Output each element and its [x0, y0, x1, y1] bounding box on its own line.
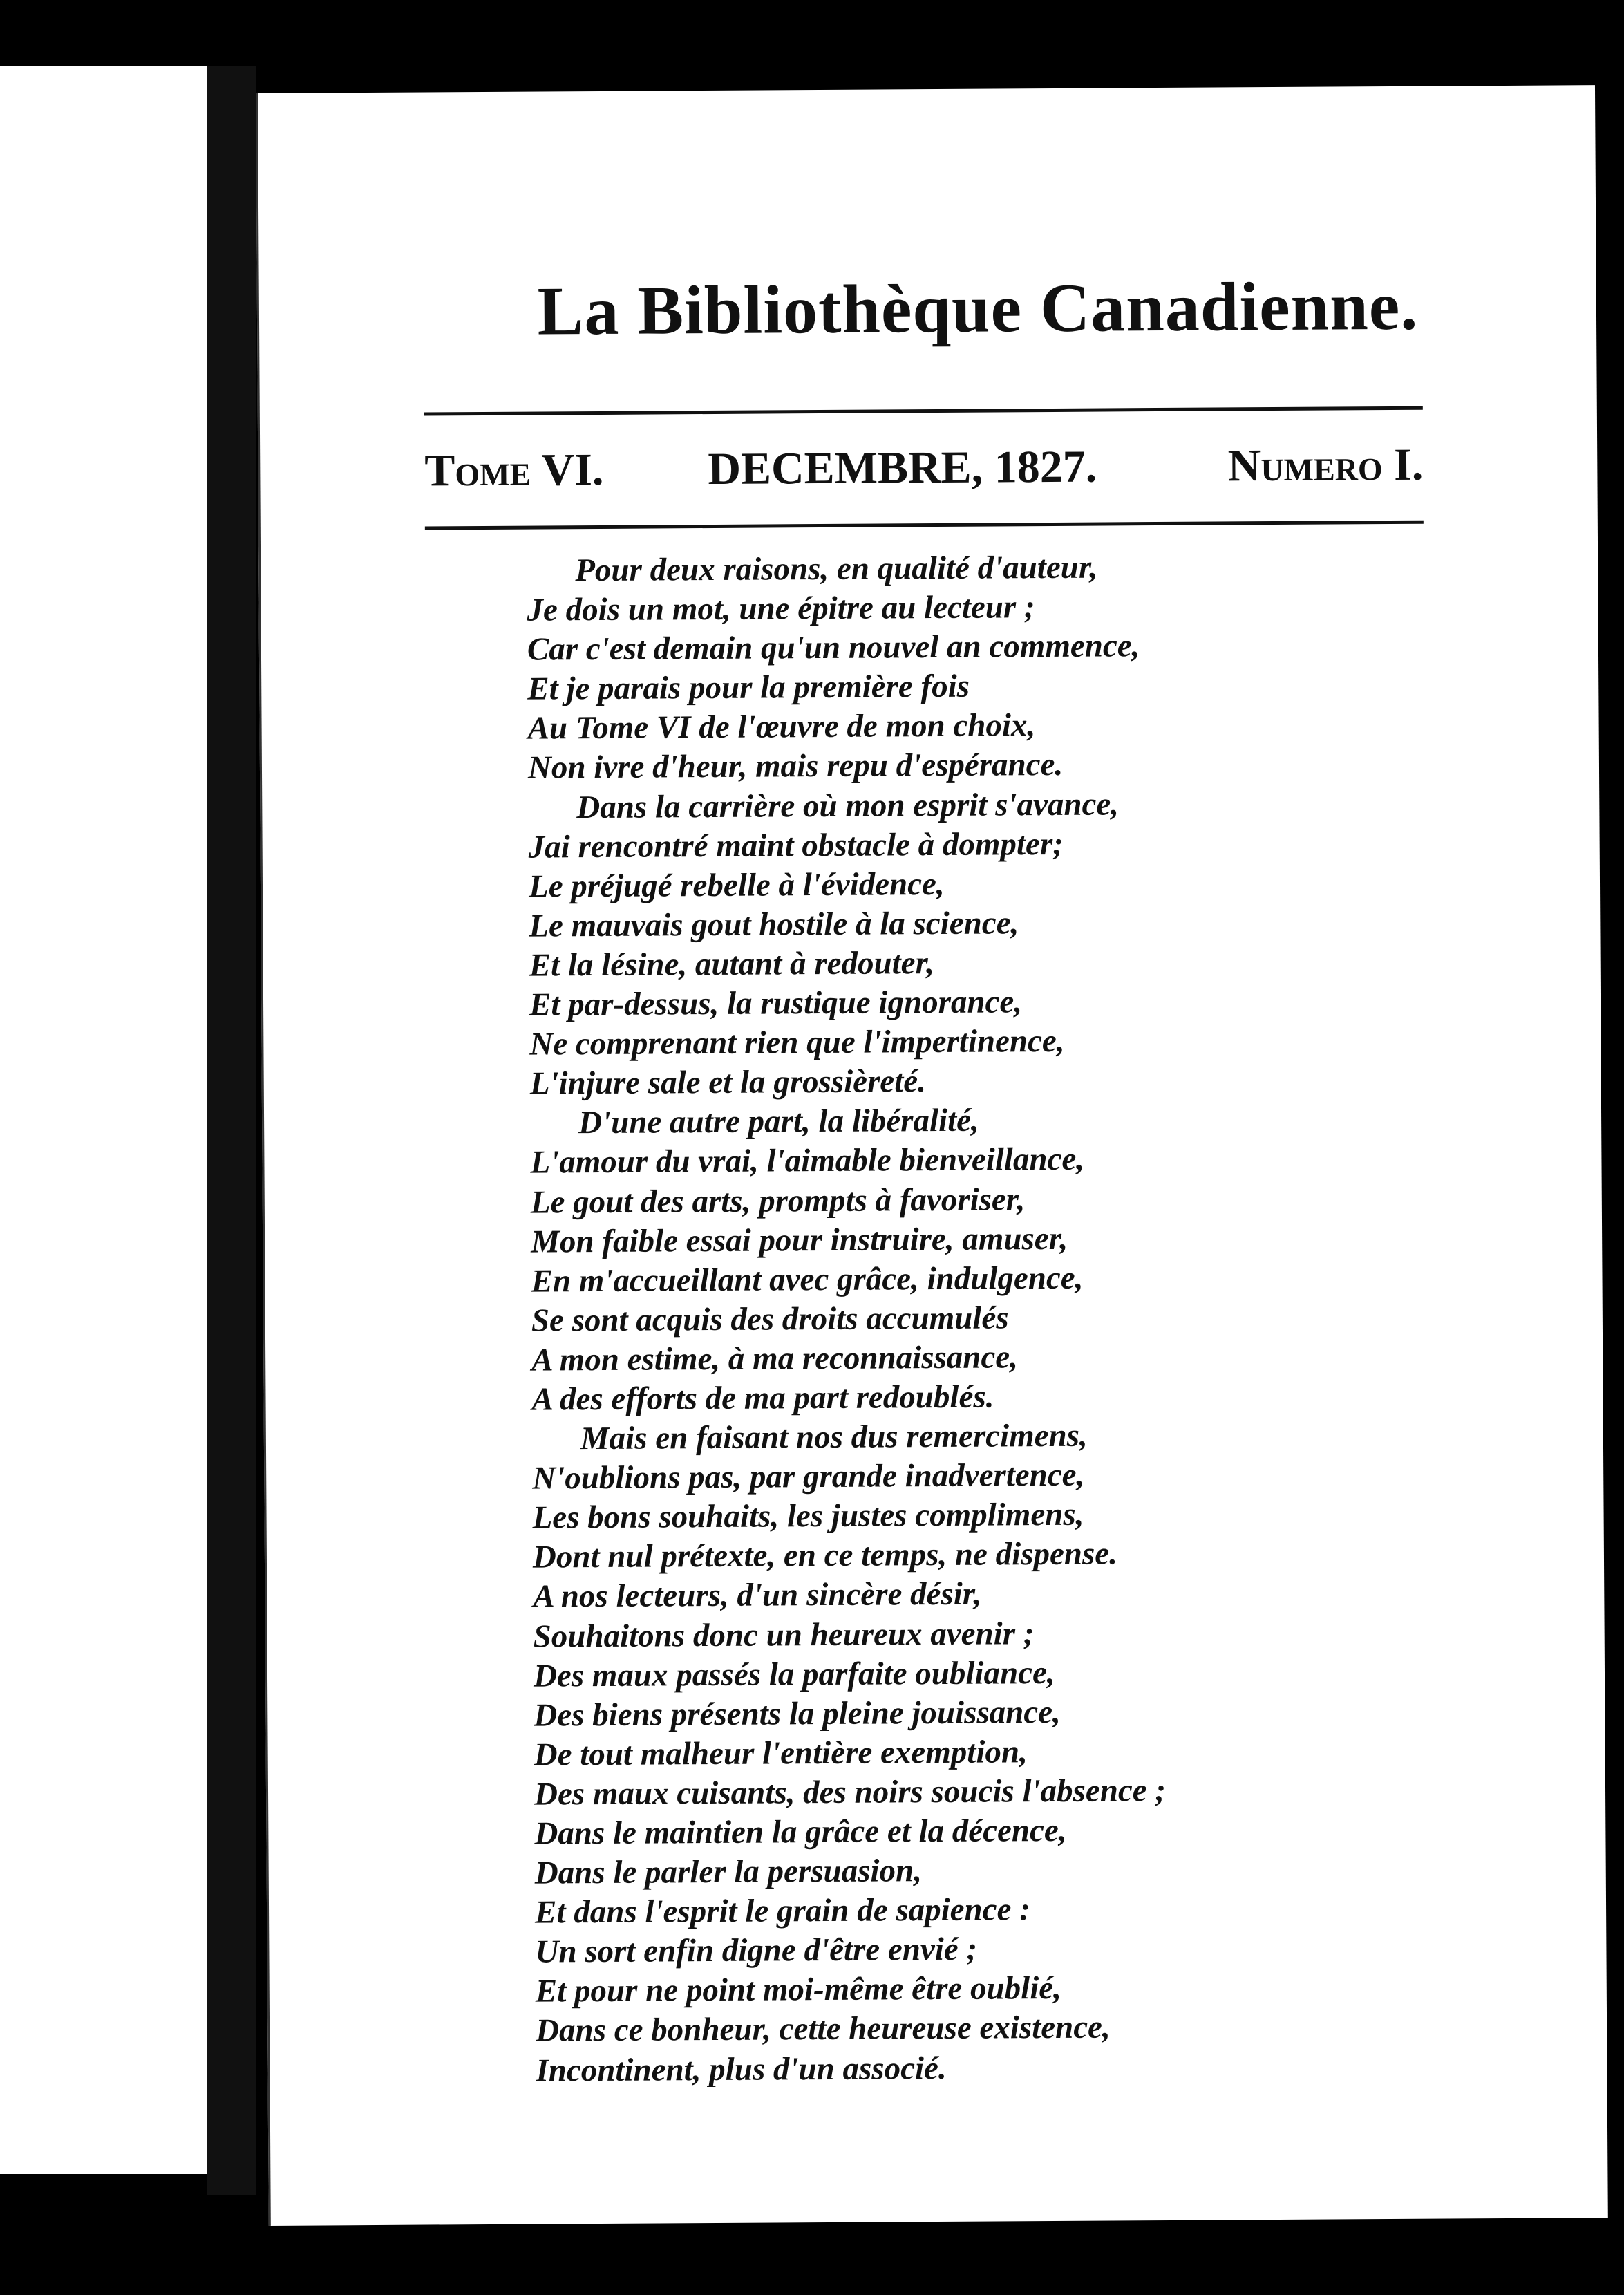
poem-line: Le mauvais gout hostile à la science,	[529, 905, 1019, 944]
issue-date: DECEMBRE, 1827.	[708, 441, 1097, 495]
book-gutter	[207, 66, 256, 2195]
poem-line: Et pour ne point moi-même être oublié,	[535, 1970, 1062, 2010]
poem-line: En m'accueillant avec grâce, indulgence,	[531, 1259, 1084, 1300]
poem-line: De tout malheur l'entière exemption,	[534, 1734, 1028, 1773]
poem-line: Dans le maintien la grâce et la décence,	[534, 1812, 1067, 1852]
poem-line: L'amour du vrai, l'aimable bienveillance,	[530, 1141, 1085, 1181]
poem-line: A des efforts de ma part redoublés.	[531, 1378, 994, 1418]
poem-line: N'oublions pas, par grande inadvertence,	[532, 1456, 1085, 1497]
poem-line: D'une autre part, la libéralité,	[578, 1102, 979, 1141]
poem-line: Ne comprenant rien que l'impertinence,	[529, 1023, 1065, 1062]
poem-line: Un sort enfin digne d'être envié ;	[535, 1931, 978, 1970]
poem-line: Non ivre d'heur, mais repu d'espérance.	[527, 747, 1064, 787]
poem-line: Mais en faisant nos dus remercimens,	[580, 1417, 1088, 1457]
poem-line: Se sont acquis des droits accumulés	[531, 1300, 1009, 1339]
poem-line: L'injure sale et la grossièreté.	[529, 1063, 927, 1102]
poem-line: A nos lecteurs, d'un sincère désir,	[533, 1576, 982, 1615]
numero-label: Numero I.	[1227, 439, 1424, 491]
poem-line: Mon faible essai pour instruire, amuser,	[530, 1220, 1068, 1260]
poem-line: A mon estime, à ma reconnaissance,	[531, 1339, 1019, 1378]
poem-line: Dont nul prétexte, en ce temps, ne dispense.	[532, 1535, 1118, 1575]
poem-line: Jai rencontré maint obstacle à dompter;	[528, 825, 1064, 865]
header-rule-bottom	[425, 521, 1424, 530]
poem-line: Incontinent, plus d'un associé.	[536, 2050, 947, 2089]
poem-line: Et par-dessus, la rustique ignorance,	[529, 984, 1023, 1023]
poem-line: Car c'est demain qu'un nouvel an commence,	[527, 628, 1140, 668]
poem-line: Dans la carrière où mon esprit s'avance,	[576, 785, 1120, 825]
poem-line: Je dois un mot, une épitre au lecteur ;	[527, 589, 1035, 628]
tome-label: Tome VI.	[424, 444, 604, 496]
poem-line: Le préjugé rebelle à l'évidence,	[528, 865, 945, 905]
header-rule-top	[424, 406, 1423, 416]
poem-line: Et je parais pour la première fois	[527, 668, 970, 707]
poem-line: Au Tome VI de l'œuvre de mon choix,	[527, 707, 1036, 747]
poem-line: Le gout des arts, prompts à favoriser,	[530, 1181, 1026, 1221]
poem-line: Souhaitons donc un heureux avenir ;	[533, 1615, 1035, 1655]
issue-line	[424, 425, 1424, 514]
journal-title: La Bibliothèque Canadienne.	[537, 267, 1419, 350]
facing-page-edge	[0, 66, 210, 2174]
poem-line: Des biens présents la pleine jouissance,	[534, 1694, 1061, 1734]
poem-line: Dans ce bonheur, cette heureuse existence,	[535, 2009, 1111, 2050]
poem-line: Dans le parler la persuasion,	[534, 1853, 923, 1891]
poem-line: Et dans l'esprit le grain de sapience :	[534, 1891, 1030, 1931]
poem-line: Et la lésine, autant à redouter,	[529, 944, 935, 984]
poem-line: Les bons souhaits, les justes complimens,	[532, 1496, 1084, 1536]
poem	[527, 545, 1469, 2090]
poem-line: Des maux cuisants, des noirs soucis l'absence ;	[534, 1772, 1167, 1812]
poem-line: Pour deux raisons, en qualité d'auteur,	[575, 549, 1098, 589]
document-page	[256, 85, 1608, 2226]
poem-line: Des maux passés la parfaite oubliance,	[533, 1654, 1055, 1694]
